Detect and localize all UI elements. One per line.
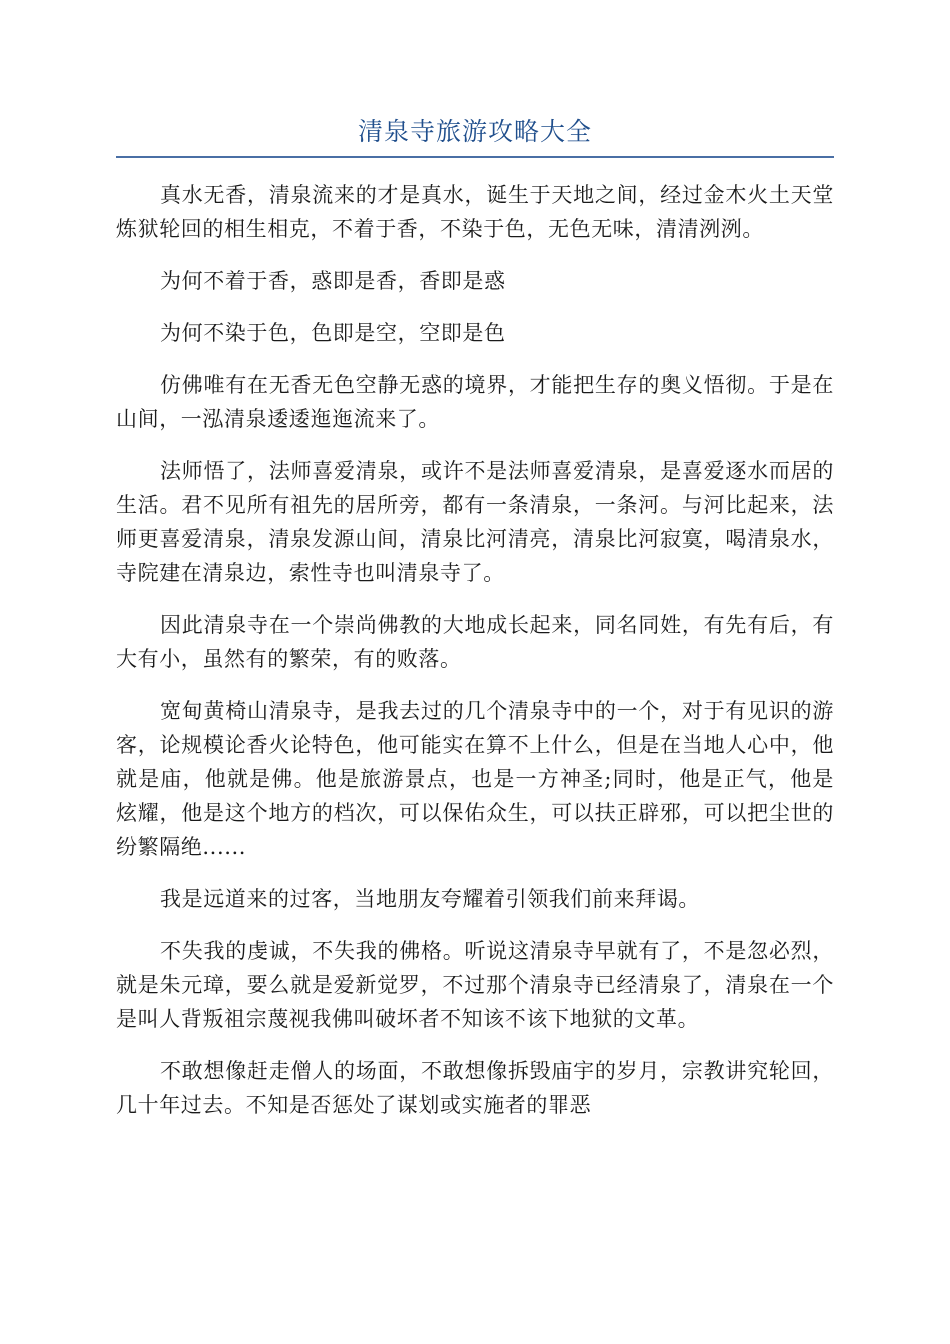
paragraph-9: 不失我的虔诚，不失我的佛格。听说这清泉寺早就有了，不是忽必烈，就是朱元璋，要么就是爱新觉罗，不过那个清泉寺已经清泉了，清泉在一个是叫人背叛祖宗蔑视我佛叫破坏者不知该不该下地狱的文革。 xyxy=(116,939,834,1031)
paragraph-10: 不敢想像赶走僧人的场面，不敢想像拆毁庙宇的岁月，宗教讲究轮回，几十年过去。不知是否惩处了谋划或实施者的罪恶 xyxy=(116,1059,834,1117)
paragraph-4: 仿佛唯有在无香无色空静无惑的境界，才能把生存的奥义悟彻。于是在山间，一泓清泉逶逶迤迤流来了。 xyxy=(116,373,834,431)
paragraph-8: 我是远道来的过客，当地朋友夸耀着引领我们前来拜谒。 xyxy=(160,887,700,911)
page-title: 清泉寺旅游攻略大全 xyxy=(357,117,592,146)
paragraph-5: 法师悟了，法师喜爱清泉，或许不是法师喜爱清泉，是喜爱逐水而居的生活。君不见所有祖先的居所旁，都有一条清泉，一条河。与河比起来，法师更喜爱清泉，清泉发源山间，清泉比河清亮，清泉比河寂寞，喝清泉水，寺院建在清泉边，索性寺也叫清泉寺了。 xyxy=(116,459,834,585)
paragraph-2: 为何不着于香，惑即是香，香即是惑 xyxy=(160,269,506,293)
document-body xyxy=(116,178,834,1140)
paragraph-7: 宽甸黄椅山清泉寺，是我去过的几个清泉寺中的一个，对于有见识的游客，论规模论香火论特色，他可能实在算不上什么，但是在当地人心中，他就是庙，他就是佛。他是旅游景点，也是一方神圣;同时，他是正气，他是炫耀，他是这个地方的档次，可以保佑众生，可以扶正辟邪，可以把尘世的纷繁隔绝...... xyxy=(116,699,834,859)
title-rule xyxy=(116,112,834,158)
paragraph-1: 真水无香，清泉流来的才是真水，诞生于天地之间，经过金木火土天堂炼狱轮回的相生相克，不着于香，不染于色，无色无味，清清洌洌。 xyxy=(116,183,834,241)
paragraph-3: 为何不染于色，色即是空，空即是色 xyxy=(160,321,506,345)
paragraph-6: 因此清泉寺在一个崇尚佛教的大地成长起来，同名同姓，有先有后，有大有小，虽然有的繁荣，有的败落。 xyxy=(116,613,834,671)
